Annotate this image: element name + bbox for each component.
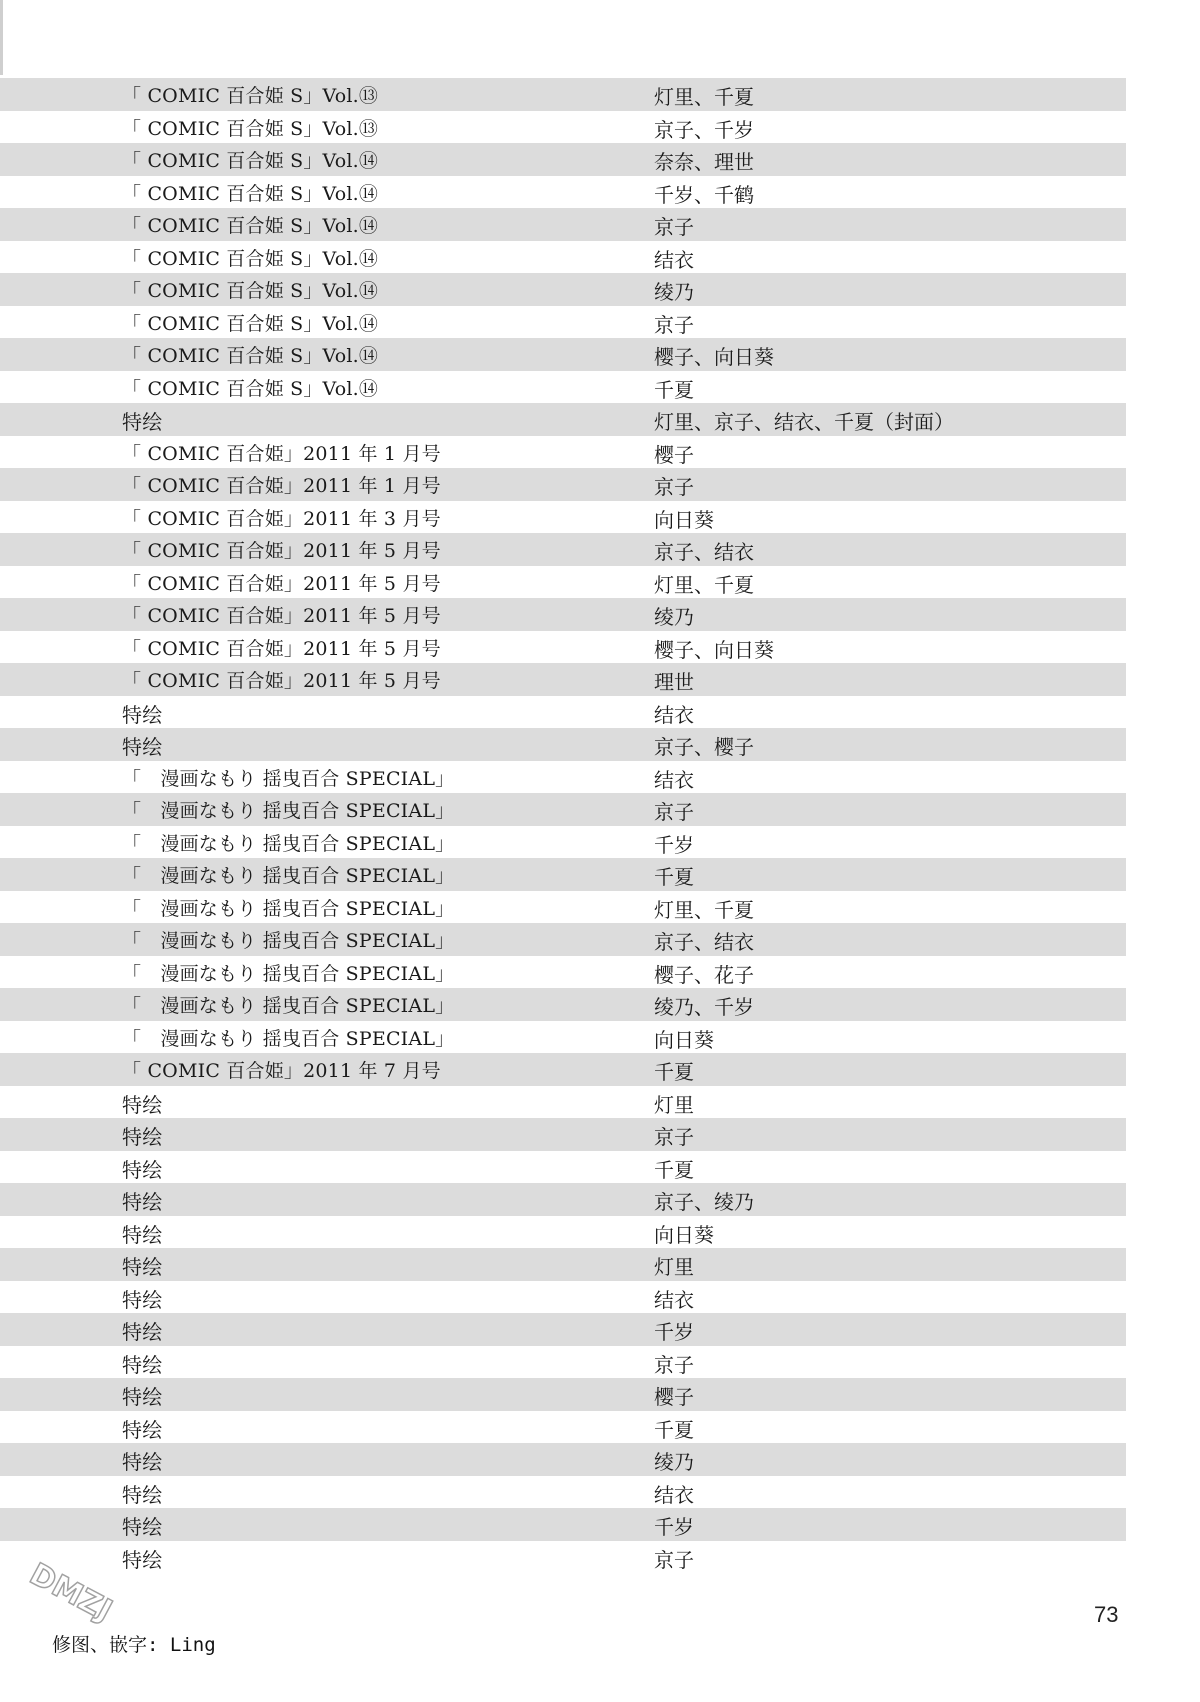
table-row [0,143,1126,176]
table-row [0,533,1126,566]
illustration-index-table [0,78,1126,1573]
source-cell: 「 COMIC 百合姫」2011 年 5 月号 [122,540,441,562]
source-cell: 特绘 [122,1450,163,1474]
characters-cell: 向日葵 [654,1027,714,1052]
source-cell: 「 COMIC 百合姫 S」Vol.⑭ [122,377,379,400]
source-cell: 特绘 [122,1190,163,1214]
table-row [0,338,1126,371]
table-row [0,1346,1126,1379]
source-cell: 「 漫画なもり 揺曳百合 SPECIAL」 [122,832,455,855]
source-cell: 特绘 [122,1482,163,1507]
characters-cell: 樱子、向日葵 [654,345,774,369]
characters-cell: 樱子 [654,442,694,467]
characters-cell: 樱子 [654,1385,694,1409]
characters-cell: 京子、结衣 [654,930,754,954]
characters-cell: 京子 [654,215,694,239]
characters-cell: 京子、结衣 [654,540,754,564]
table-row [0,1086,1126,1119]
characters-cell: 绫乃 [654,280,694,304]
table-row [0,1541,1126,1574]
source-cell: 「 漫画なもり 揺曳百合 SPECIAL」 [122,995,455,1017]
table-row [0,1443,1126,1476]
source-cell: 特绘 [122,410,163,434]
characters-cell: 结衣 [654,247,694,272]
source-cell: 「 COMIC 百合姫 S」Vol.⑭ [122,182,379,205]
source-cell: 「 COMIC 百合姫」2011 年 3 月号 [122,507,441,530]
characters-cell: 向日葵 [654,1222,714,1247]
source-cell: 「 COMIC 百合姫 S」Vol.⑭ [122,215,379,237]
source-cell: 「 COMIC 百合姫」2011 年 5 月号 [122,670,441,692]
table-row [0,1151,1126,1184]
source-cell: 「 COMIC 百合姫 S」Vol.⑭ [122,247,379,270]
characters-cell: 向日葵 [654,507,714,532]
table-row [0,663,1126,696]
credit-line: 修图、嵌字: Ling [52,1634,216,1656]
characters-cell: 灯里 [654,1255,694,1279]
table-row [0,468,1126,501]
table-row [0,598,1126,631]
characters-cell: 千夏 [654,865,694,889]
characters-cell: 灯里、千夏 [654,897,754,922]
characters-cell: 结衣 [654,702,694,727]
source-cell: 「 COMIC 百合姫 S」Vol.⑬ [122,85,379,107]
table-row [0,436,1126,469]
source-cell: 特绘 [122,1287,163,1312]
table-row [0,696,1126,729]
table-row [0,956,1126,989]
characters-cell: 京子 [654,800,694,824]
table-row [0,858,1126,891]
source-cell: 特绘 [122,1547,163,1572]
source-cell: 特绘 [122,1255,163,1279]
table-row [0,1476,1126,1509]
source-cell: 特绘 [122,1352,163,1377]
characters-cell: 结衣 [654,1287,694,1312]
characters-cell: 千夏 [654,1417,694,1442]
source-cell: 特绘 [122,1125,163,1149]
source-cell: 「 COMIC 百合姫」2011 年 5 月号 [122,605,441,627]
characters-cell: 京子 [654,1352,694,1377]
characters-cell: 京子 [654,1547,694,1572]
source-cell: 特绘 [122,1515,163,1539]
characters-cell: 千岁、千鹤 [654,182,754,207]
table-row [0,1118,1126,1151]
table-row [0,306,1126,339]
characters-cell: 灯里、千夏 [654,572,754,597]
source-cell: 「 COMIC 百合姫」2011 年 1 月号 [122,475,441,497]
table-row [0,1281,1126,1314]
source-cell: 特绘 [122,1092,163,1117]
characters-cell: 京子 [654,1125,694,1149]
characters-cell: 千岁 [654,1320,694,1344]
table-row [0,176,1126,209]
characters-cell: 灯里、京子、结衣、千夏（封面） [654,410,954,434]
table-row [0,761,1126,794]
table-row [0,371,1126,404]
source-cell: 「 COMIC 百合姫」2011 年 1 月号 [122,442,441,465]
characters-cell: 千夏 [654,1060,694,1084]
source-cell: 「 COMIC 百合姫 S」Vol.⑭ [122,345,379,367]
source-cell: 「 COMIC 百合姫」2011 年 5 月号 [122,637,441,660]
source-cell: 「 漫画なもり 揺曳百合 SPECIAL」 [122,800,455,822]
table-row [0,1313,1126,1346]
source-cell: 「 漫画なもり 揺曳百合 SPECIAL」 [122,1027,455,1050]
characters-cell: 灯里、千夏 [654,85,754,109]
characters-cell: 结衣 [654,767,694,792]
table-row [0,1021,1126,1054]
source-cell: 特绘 [122,1157,163,1182]
svg-text:DMZJ: DMZJ [23,1556,118,1629]
table-row [0,78,1126,111]
source-cell: 「 漫画なもり 揺曳百合 SPECIAL」 [122,897,455,920]
table-row [0,1508,1126,1541]
source-cell: 特绘 [122,735,163,759]
source-cell: 特绘 [122,1320,163,1344]
characters-cell: 京子、绫乃 [654,1190,754,1214]
characters-cell: 京子、樱子 [654,735,754,759]
characters-cell: 奈奈、理世 [654,150,754,174]
source-cell: 「 COMIC 百合姫 S」Vol.⑬ [122,117,379,140]
table-row [0,1411,1126,1444]
page-number: 73 [1094,1602,1119,1627]
table-row [0,1216,1126,1249]
table-row [0,501,1126,534]
characters-cell: 千夏 [654,1157,694,1182]
characters-cell: 樱子、花子 [654,962,754,987]
source-cell: 「 COMIC 百合姫」2011 年 5 月号 [122,572,441,595]
source-cell: 「 COMIC 百合姫」2011 年 7 月号 [122,1060,441,1082]
table-row [0,566,1126,599]
source-cell: 「 COMIC 百合姫 S」Vol.⑭ [122,280,379,302]
characters-cell: 千岁 [654,1515,694,1539]
characters-cell: 理世 [654,670,694,694]
characters-cell: 绫乃、千岁 [654,995,754,1019]
source-cell: 特绘 [122,1222,163,1247]
characters-cell: 结衣 [654,1482,694,1507]
source-cell: 「 漫画なもり 揺曳百合 SPECIAL」 [122,930,455,952]
source-cell: 「 漫画なもり 揺曳百合 SPECIAL」 [122,767,455,790]
source-cell: 「 漫画なもり 揺曳百合 SPECIAL」 [122,962,455,985]
table-row [0,241,1126,274]
table-row [0,826,1126,859]
table-row [0,1378,1126,1411]
table-row [0,1248,1126,1281]
characters-cell: 绫乃 [654,1450,694,1474]
characters-cell: 千岁 [654,832,694,857]
table-row [0,923,1126,956]
table-row [0,891,1126,924]
table-row [0,273,1126,306]
characters-cell: 京子、千岁 [654,117,754,142]
table-row [0,631,1126,664]
table-row [0,111,1126,144]
characters-cell: 灯里 [654,1092,694,1117]
table-row [0,1183,1126,1216]
source-cell: 「 COMIC 百合姫 S」Vol.⑭ [122,312,379,335]
characters-cell: 京子 [654,475,694,499]
source-cell: 特绘 [122,1385,163,1409]
table-row [0,793,1126,826]
source-cell: 特绘 [122,1417,163,1442]
characters-cell: 绫乃 [654,605,694,629]
source-cell: 特绘 [122,702,163,727]
table-row [0,728,1126,761]
characters-cell: 千夏 [654,377,694,402]
source-cell: 「 漫画なもり 揺曳百合 SPECIAL」 [122,865,455,887]
table-row [0,208,1126,241]
characters-cell: 樱子、向日葵 [654,637,774,662]
table-row [0,1053,1126,1086]
top-edge-line [0,0,3,75]
table-row [0,403,1126,436]
table-row [0,988,1126,1021]
source-cell: 「 COMIC 百合姫 S」Vol.⑭ [122,150,379,172]
characters-cell: 京子 [654,312,694,337]
